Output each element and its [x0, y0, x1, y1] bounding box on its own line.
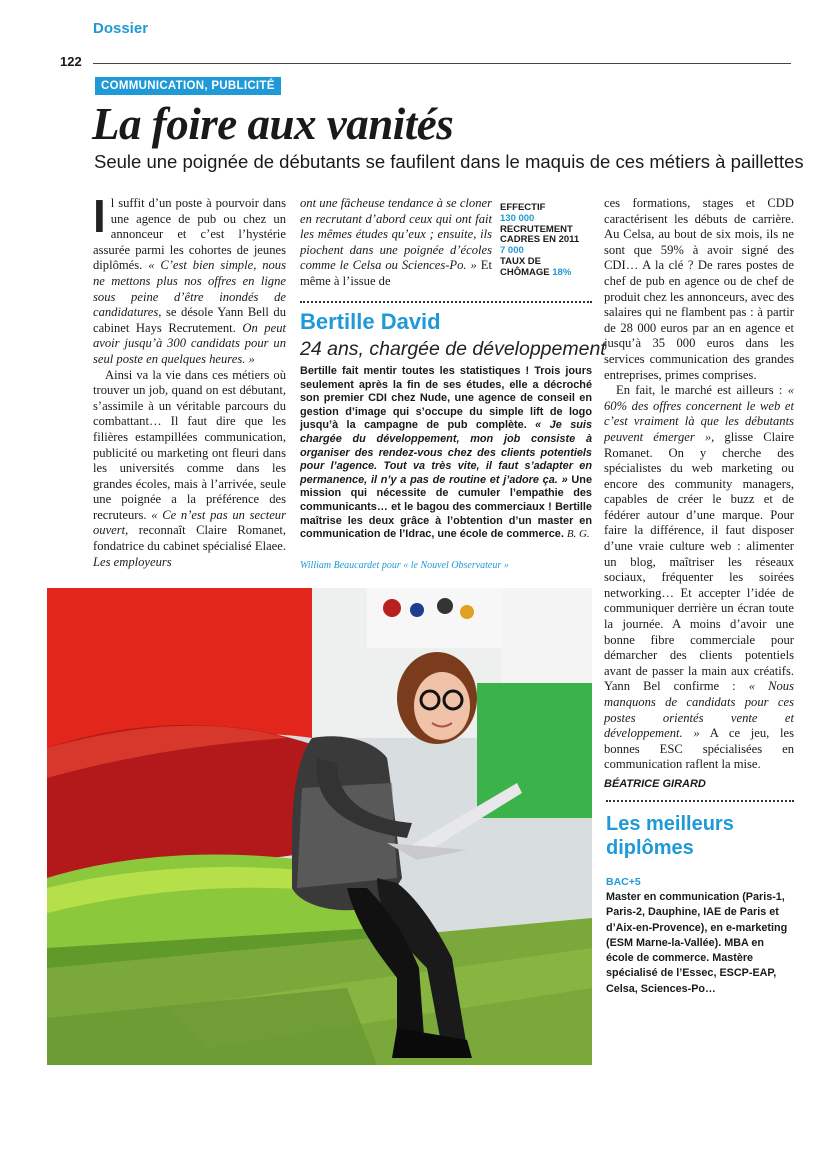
article-deck: Seule une poignée de débutants se faufilent dans le maquis de ces métiers à paillettes: [94, 151, 804, 172]
fact-label: EFFECTIF: [500, 202, 546, 213]
initials: B. G.: [566, 528, 590, 541]
text-run: Ainsi va la vie dans ces métiers où trouver un job, quand on est débutant, s’assimile à un véritable parcours du combattant… Il faut dire que les filières estampillées communication, publicité ou marketing ont fleuri dans les universités comme dans les grandes écoles, mais à l’arrivée, seule une poignée a la préférence des recruteurs.: [93, 367, 286, 522]
dotted-divider: [606, 800, 794, 802]
paragraph: [604, 383, 794, 773]
text-run: Et même à l’issue de: [300, 258, 492, 288]
text-run: l suffit d’un poste à pourvoir dans une agence de pub ou chez un annonceur et c’est l’hystérie assurée parmi les cohortes de jeunes diplômés.: [93, 196, 286, 273]
paragraph: [300, 196, 492, 290]
portrait-photo: [47, 588, 592, 1065]
fact-value: 18%: [552, 266, 572, 278]
profile-role: 24 ans, chargée de développement: [300, 338, 606, 360]
paragraph: [93, 368, 286, 571]
text-run: Bertille fait mentir toutes les statistiques ! Trois jours seulement après la fin de ses études, elle a décroché son premier CDI chez Nude, une agence de conseil en gestion d’image qui s’occupe du simple lift de logo jusqu’à la campagne de pub complète.: [300, 365, 592, 432]
text-run: glisse Claire Romanet. On y cherche des spécialistes du web marketing ou encore des community managers, capables de créer le buzz et de fédérer autour d’une marque. Pour faire la différence, il faut disposer d’une vraie culture web : alimenter un blog, maîtriser les réseaux sociaux, fréquenter les soirées networking… Et accepter l’idée de communiquer derrière un écran toute la journée. A moins d’avoir une bonne fibre commerciale pour démarcher des clients potentiels avant de passer la main aux créatifs. Yann Bel confirme :: [604, 429, 794, 694]
fact-row: [500, 268, 579, 279]
text-run: se désole Yann Bell du cabinet Hays Recrutement.: [93, 305, 286, 335]
degree-level: BAC+5: [606, 876, 641, 888]
page-number: 122: [60, 54, 82, 69]
key-figures: [500, 203, 579, 279]
quote-run: « C’est bien simple, nous ne mettons plus nos offres en ligne sous peine d’être inondés de candidatures,: [93, 258, 286, 320]
text-run: reconnaît Claire Romanet, fondatrice du cabinet spécialisé Elaee.: [93, 523, 286, 554]
text-run: En fait, le marché est ailleurs :: [616, 383, 788, 398]
quote-run: On peut avoir jusqu’à 300 candidats pour un seul poste en quelques heures. »: [93, 320, 286, 366]
fact-label: RECRUTEMENT: [500, 223, 573, 235]
text-run: A ce jeu, les bonnes ESC spécialisées en communication raflent la mise.: [604, 726, 794, 772]
quote-run: Les employeurs: [93, 554, 172, 569]
paragraph: [604, 196, 794, 383]
fact-label: CADRES EN 2011: [500, 234, 580, 246]
quote-run: « Je suis chargée du développement, mon job consiste à organiser des rendez-vous chez des clients potentiels pour l’agence. Tout va très vite, il faut s’adapter en permanence, il n’y a pas de routine et j’adore ça. »: [300, 419, 592, 486]
fact-value: 7 000: [500, 245, 524, 257]
article-column-1: [93, 190, 286, 570]
rubric-badge: COMMUNICATION, PUBLICITÉ: [95, 77, 281, 95]
photo-credit: William Beaucardet pour « le Nouvel Observateur »: [300, 560, 509, 571]
quote-run: « Ce n’est pas un secteur ouvert,: [93, 507, 286, 538]
drop-cap: I: [93, 190, 106, 242]
dotted-divider: [300, 301, 592, 303]
fact-value: 130 000: [500, 212, 535, 224]
fact-label: TAUX DE: [500, 255, 541, 267]
header-rule: [93, 63, 791, 64]
article-title: La foire aux vanités: [92, 99, 454, 149]
article-column-3: [604, 196, 794, 793]
fact-label: CHÔMAGE: [500, 266, 550, 278]
quote-run: « 60% des offres concernent le web et c’est vraiment là que les débutants peuvent émerger »,: [604, 383, 794, 444]
box-title: [606, 812, 734, 860]
author-signature: BÉATRICE GIRARD: [604, 777, 706, 790]
paragraph: [93, 190, 286, 368]
quote-run: « Nous manquons de candidats pour ces postes orientés vente et développement. »: [604, 679, 794, 741]
box-title-line: Les meilleurs: [606, 813, 734, 835]
degree-list: Master en communication (Paris-1, Paris-2, Dauphine, IAE de Paris et d’Aix-en-Provence), en e-marketing (ESM Marne-la-Vallée). MBA en école de commerce. Mastère spécialisé de l’Essec, ESCP-EAP, Celsa, Sciences-Po…: [606, 891, 788, 995]
text-run: Une mission qui nécessite de cumuler l’empathie des communicants… et le bagou des commerciaux ! Bertille maîtrise les deux grâce à l’obtention d’un master en communication de l’Idrac, une école de commerce.: [300, 473, 592, 541]
quote-run: ont une fâcheuse tendance à se cloner en recrutant d’abord ceux qui ont fait les mêmes études qu’eux ; ensuite, ils piochent dans une poignée d’écoles comme le Celsa ou Sciences-Po. »: [300, 196, 492, 273]
box-title-line: diplômes: [606, 837, 694, 859]
profile-body: [300, 365, 592, 542]
section-label: Dossier: [93, 20, 149, 37]
profile-name: Bertille David: [300, 309, 441, 334]
text-run: ces formations, stages et CDD caractérisent les débuts de carrière. Au Celsa, au bout de six mois, ils ne sont que 59% à avoir signé des CDI… A la clé ? De rares postes de chef de pub en agence ou de chef de produit chez les annonceurs, avec des salaires qui ne flambent pas : à partir de 28 000 euros par an en agence et jusqu’à 35 000 euros dans les services communication des grandes entreprises, primes comprises.: [604, 196, 794, 382]
article-column-2: [300, 196, 492, 290]
